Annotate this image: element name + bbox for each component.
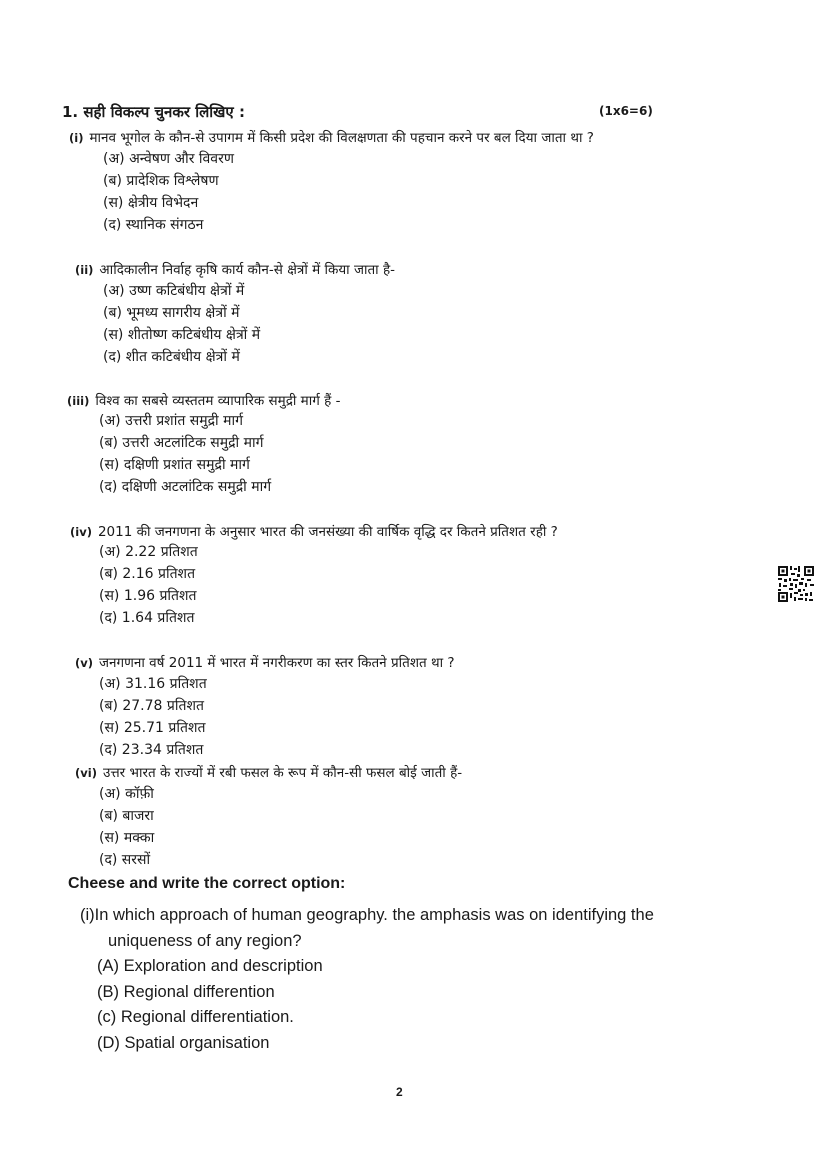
option: (स) मक्का: [99, 830, 155, 846]
question-1-options: [103, 148, 234, 236]
option: (A) Exploration and description: [97, 957, 323, 975]
option: (द) स्थानिक संगठन: [103, 217, 204, 233]
question-text: उत्तर भारत के राज्यों में रबी फसल के रूप में कौन-सी फसल बोई जाती हैं-: [102, 765, 463, 781]
question-text: आदिकालीन निर्वाह कृषि कार्य कौन-से क्षेत्रों में किया जाता है-: [99, 262, 396, 278]
qr-code-icon: [777, 565, 815, 603]
question-text-line-2: uniqueness of any region?: [108, 932, 302, 950]
question-number: (ii): [75, 263, 94, 277]
question-3-options: [99, 410, 271, 498]
question-number: (i): [80, 906, 95, 924]
option: (ब) उत्तरी अटलांटिक समुद्री मार्ग: [99, 435, 264, 451]
section-marks: (1x6=6): [599, 104, 653, 118]
option: (ब) 27.78 प्रतिशत: [99, 698, 204, 714]
option: (द) सरसों: [99, 852, 151, 868]
english-question-1: [80, 902, 740, 954]
option: (स) शीतोष्ण कटिबंधीय क्षेत्रों में: [103, 327, 261, 343]
question-5: [75, 653, 455, 671]
question-number: (iii): [67, 394, 90, 408]
option: (द) शीत कटिबंधीय क्षेत्रों में: [103, 349, 240, 365]
option: (ब) प्रादेशिक विश्लेषण: [103, 173, 219, 189]
section-heading: [62, 102, 662, 122]
question-4: [70, 522, 558, 540]
option: (द) 23.34 प्रतिशत: [99, 742, 204, 758]
option: (अ) उष्ण कटिबंधीय क्षेत्रों में: [103, 283, 245, 299]
question-6: [75, 763, 462, 781]
question-2-options: [103, 280, 260, 368]
question-4-options: [99, 541, 198, 629]
question-text: 2011 की जनगणना के अनुसार भारत की जनसंख्या की वार्षिक वृद्धि दर कितने प्रतिशत रही ?: [97, 524, 558, 540]
option: (अ) अन्वेषण और विवरण: [103, 151, 234, 167]
question-number: (i): [69, 131, 84, 145]
option: (अ) उत्तरी प्रशांत समुद्री मार्ग: [99, 413, 243, 429]
question-text: जनगणना वर्ष 2011 में भारत में नगरीकरण का स्तर कितने प्रतिशत था ?: [99, 655, 455, 671]
option: (अ) 2.22 प्रतिशत: [99, 544, 198, 560]
question-1: [69, 128, 594, 146]
option: (c) Regional differentiation.: [97, 1008, 294, 1026]
option: (स) दक्षिणी प्रशांत समुद्री मार्ग: [99, 457, 250, 473]
question-5-options: [99, 673, 207, 761]
question-text: विश्व का सबसे व्यस्ततम व्यापारिक समुद्री मार्ग हैं -: [95, 393, 341, 409]
english-section-title: Cheese and write the correct option:: [68, 875, 346, 892]
option: (ब) भूमध्य सागरीय क्षेत्रों में: [103, 305, 240, 321]
option: (द) दक्षिणी अटलांटिक समुद्री मार्ग: [99, 479, 272, 495]
option: (ब) बाजरा: [99, 808, 154, 824]
option: (D) Spatial organisation: [97, 1033, 270, 1052]
question-number: (vi): [75, 766, 97, 780]
question-number: (iv): [70, 525, 92, 539]
question-2: [75, 260, 395, 278]
option: (स) क्षेत्रीय विभेदन: [103, 195, 199, 211]
option: (अ) 31.16 प्रतिशत: [99, 676, 207, 692]
option: (द) 1.64 प्रतिशत: [99, 610, 195, 626]
question-3: [67, 391, 340, 409]
option: (B) Regional differention: [97, 982, 275, 1001]
english-question-1-options: [97, 954, 323, 1056]
option: (स) 25.71 प्रतिशत: [99, 720, 206, 736]
question-6-options: [99, 783, 154, 871]
option: (स) 1.96 प्रतिशत: [99, 588, 197, 604]
section-title: 1. सही विकल्प चुनकर लिखिए :: [62, 103, 245, 121]
question-text: मानव भूगोल के कौन-से उपागम में किसी प्रदेश की विलक्षणता की पहचान करने पर बल दिया जाता था ?: [89, 130, 594, 146]
question-number: (v): [75, 656, 94, 670]
option: (अ) कॉफ़ी: [99, 786, 154, 802]
page-number: 2: [396, 1085, 403, 1099]
option: (ब) 2.16 प्रतिशत: [99, 566, 196, 582]
question-text-line-1: In which approach of human geography. the amphasis was on identifying the: [94, 906, 654, 924]
